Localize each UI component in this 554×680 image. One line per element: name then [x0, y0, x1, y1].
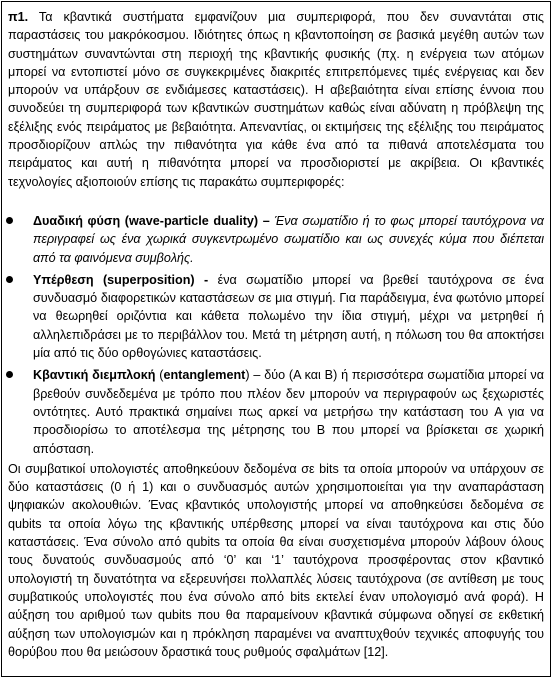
intro-text: Τα κβαντικά συστήματα εμφανίζουν μια συμπεριφορά, που δεν συναντάται στις παραστάσεις του μακρόκοσμου. Ιδιότητες όπως η κβαντοποίηση σε βασικά μεγέθη αυτών των συστημάτων συναντώνται στη περιοχή της κβαντικής φυσικής (πχ. η ενέργεια των ατόμων μπορεί να εντοπιστεί μόνο σε συγκεκριμένες διακριτές επιτρεπόμενες τιμές ενέργειας και δεν μπορούν να υπάρξουν σε ενδιάμεσες καταστάσεις). Η αβεβαιότητα είναι επίσης έννοια που συνοδεύει τη συμπεριφορά των κβαντικών συστημάτων καθώς είναι αδύνατη η πρόβλεψη της εξέλιξης ενός πειράματος με βεβαιότητα. Απεναντίας, οι εκτιμήσεις της εξέλιξης του πειράματος προσδιορίζουν απλώς την πιθανότητα για κάθε ένα από τα πιθανά αποτελέσματα του πειράματος και αυτή η πιθανότητα μπορεί να προσδιοριστεί με ακρίβεια. Οι κβαντικές τεχνολογίες αξιοποιούν επίσης τις παρακάτω συμπεριφορές:: [8, 10, 544, 189]
bullet-icon: [6, 217, 13, 224]
intro-paragraph: [8, 8, 544, 191]
list-item: [8, 271, 544, 362]
bullet-definition: ένα σωματίδιο μπορεί να βρεθεί ταυτόχρονα σε ένα συνδυασμό διαφορετικών καταστάσεων σε μια στιγμή. Για παράδειγμα, ένα φωτόνιο μπορεί να θεωρηθεί οριζόντια και κάθετα πολωμένο την ίδια στιγμή, μέχρι να μετρηθεί ή αλληλεπιδράσει με το περιβάλλον του. Μετά τη μέτρηση αυτή, η πόλωση του θα αποκτήσει μία από τις δύο ορθογώνιες καταστάσεις.: [33, 272, 544, 361]
bullet-definition: ) – δύο (A και B) ή περισσότερα σωματίδια μπορεί να βρεθούν συνδεδεμένα με τρόπο που πλέον δεν μπορούν να περιγραφούν ως ξεχωριστές οντότητες. Αυτό πρακτικά σημαίνει πως αρκεί να μετρήσω την κατάσταση του A για να προσδιορίσω το αποτέλεσμα της μέτρησης του B που μπορεί να βρίσκεται σε χωρική απόσταση.: [33, 368, 544, 456]
bullet-list: [8, 212, 544, 458]
bullet-icon: [6, 371, 13, 378]
bullet-icon: [6, 276, 13, 283]
list-item: [8, 212, 544, 267]
bullet-definition: Ένα σωματίδιο ή το φως μπορεί ταυτόχρονα να περιγραφεί ως ένα χωρικά συγκεντρωμένο σωματίδιο και ως συνεχές κύμα που διέπεται από τα φαινόμενα συμβολής.: [33, 213, 544, 265]
bullet-term: Δυαδική φύση (wave-particle duality): [33, 213, 259, 228]
list-item: [8, 366, 544, 457]
closing-paragraph: Οι συμβατικοί υπολογιστές αποθηκεύουν δεδομένα σε bits τα οποία μπορούν να υπάρχουν σε δύο καταστάσεις (0 ή 1) και ο συνδυασμός αυτών χρησιμοποιείται για την αναπαράσταση ψηφιακών ακολουθιών. Ένας κβαντικός υπολογιστής μπορεί να αποθηκεύσει δεδομένα σε qubits τα οποία λόγω της κβαντικής υπέρθεσης μπορεί να είναι ταυτόχρονα και στις δύο καταστάσεις. Ένα σύνολο από qubits τα οποία θα είναι συσχετισμένα μπορούν λάβουν όλους τους δυνατούς συνδυασμούς από ‘0’ και ‘1’ ταυτόχρονα προσφέροντας στον κβαντικό υπολογιστή τη δυνατότητα να εξερευνήσει πολλαπλές λύσεις ταυτόχρονα (σε αντίθεση με τους συμβατικούς υπολογιστές που ένα σύνολο από bits εκτελεί έναν υπολογισμό ανά φορά). Η αύξηση του αριθμού των qubits που θα παραμείνουν κβαντικά σύμφωνα οδηγεί σε εκθετική αύξηση των υπολογισμών και η πρόκληση παραμένει να αναπτυχθούν τεχνικές αποφυγής του θορύβου που θα μειώσουν δραστικά τους ρυθμούς σφαλμάτων [12].: [8, 461, 544, 659]
paragraph-label: π1.: [8, 10, 29, 24]
document-box: [1, 1, 551, 677]
bullet-separator: [208, 273, 217, 287]
bullet-term-secondary: entanglement: [163, 368, 246, 383]
bullet-separator: (: [155, 368, 164, 383]
bullet-separator: –: [258, 213, 275, 228]
bullet-term: Υπέρθεση (superposition) -: [33, 272, 209, 287]
bullet-term: Κβαντική διεμπλοκή: [33, 368, 156, 383]
